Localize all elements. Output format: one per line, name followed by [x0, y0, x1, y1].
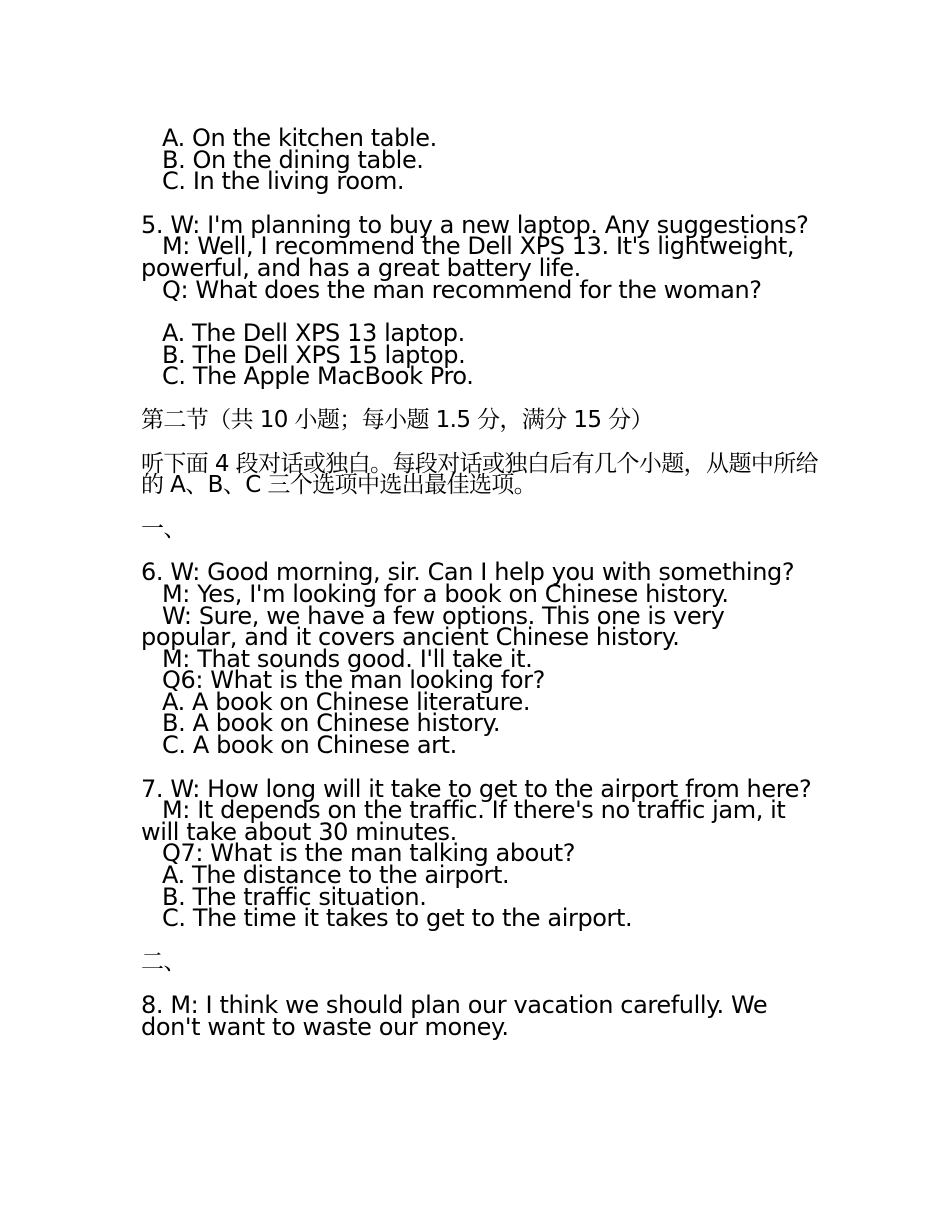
q6-line-1: 6. W: Good morning, sir. Can I help you with something? — [141, 558, 795, 587]
option-b: B. The Dell XPS 15 laptop. — [162, 340, 466, 369]
option-b: B. A book on Chinese history. — [162, 709, 501, 738]
q7-line-2: M: It depends on the traffic. If there's no traffic jam, it will take about 30 minutes. — [141, 796, 793, 846]
part-2-label: 二、 — [141, 948, 186, 975]
option-c: C. The Apple MacBook Pro. — [162, 362, 474, 391]
document-page — [141, 124, 821, 1041]
section-2-instruction: 听下面 4 段对话或独白。每段对话或独白后有几个小题，从题中所给的 A、B、C 三个选项中选出最佳选项。 — [141, 450, 819, 499]
q6-line-3: W: Sure, we have a few options. This one is very popular, and it covers ancient Chinese history. — [141, 601, 732, 652]
q7-question: Q7: What is the man talking about? — [162, 839, 576, 868]
section-2-title: 第二节（共 10 小题；每小题 1.5 分，满分 15 分） — [141, 406, 653, 433]
q5-man-line: M: Well, I recommend the Dell XPS 13. It's lightweight, powerful, and has a great battery life. — [141, 232, 802, 282]
q4-options — [141, 124, 821, 196]
question-5 — [141, 210, 821, 304]
option-a: A. A book on Chinese literature. — [162, 687, 531, 716]
option-c: C. The time it takes to get to the airport. — [162, 904, 633, 933]
q6-question: Q6: What is the man looking for? — [162, 666, 545, 695]
option-a: A. The distance to the airport. — [162, 861, 510, 890]
q6-line-2: M: Yes, I'm looking for a book on Chinese history. — [162, 579, 729, 608]
q5-question: Q: What does the man recommend for the woman? — [162, 275, 762, 304]
option-c: C. In the living room. — [162, 167, 405, 196]
question-6 — [141, 558, 821, 760]
q5-options — [141, 319, 821, 391]
q8-line-1: 8. M: I think we should plan our vacation carefully. We don't want to waste our money. — [141, 991, 775, 1041]
option-a: A. On the kitchen table. — [162, 124, 437, 152]
option-b: B. The traffic situation. — [162, 882, 427, 911]
q5-woman-line: 5. W: I'm planning to buy a new laptop. Any suggestions? — [141, 210, 809, 239]
question-7 — [141, 774, 821, 933]
option-a: A. The Dell XPS 13 laptop. — [162, 319, 465, 348]
part-1-label: 一、 — [141, 515, 186, 542]
q7-line-1: 7. W: How long will it take to get to the airport from here? — [141, 774, 812, 803]
question-8 — [141, 991, 821, 1041]
q6-line-4: M: That sounds good. I'll take it. — [162, 644, 533, 673]
option-b: B. On the dining table. — [162, 145, 424, 174]
option-c: C. A book on Chinese art. — [162, 731, 457, 760]
